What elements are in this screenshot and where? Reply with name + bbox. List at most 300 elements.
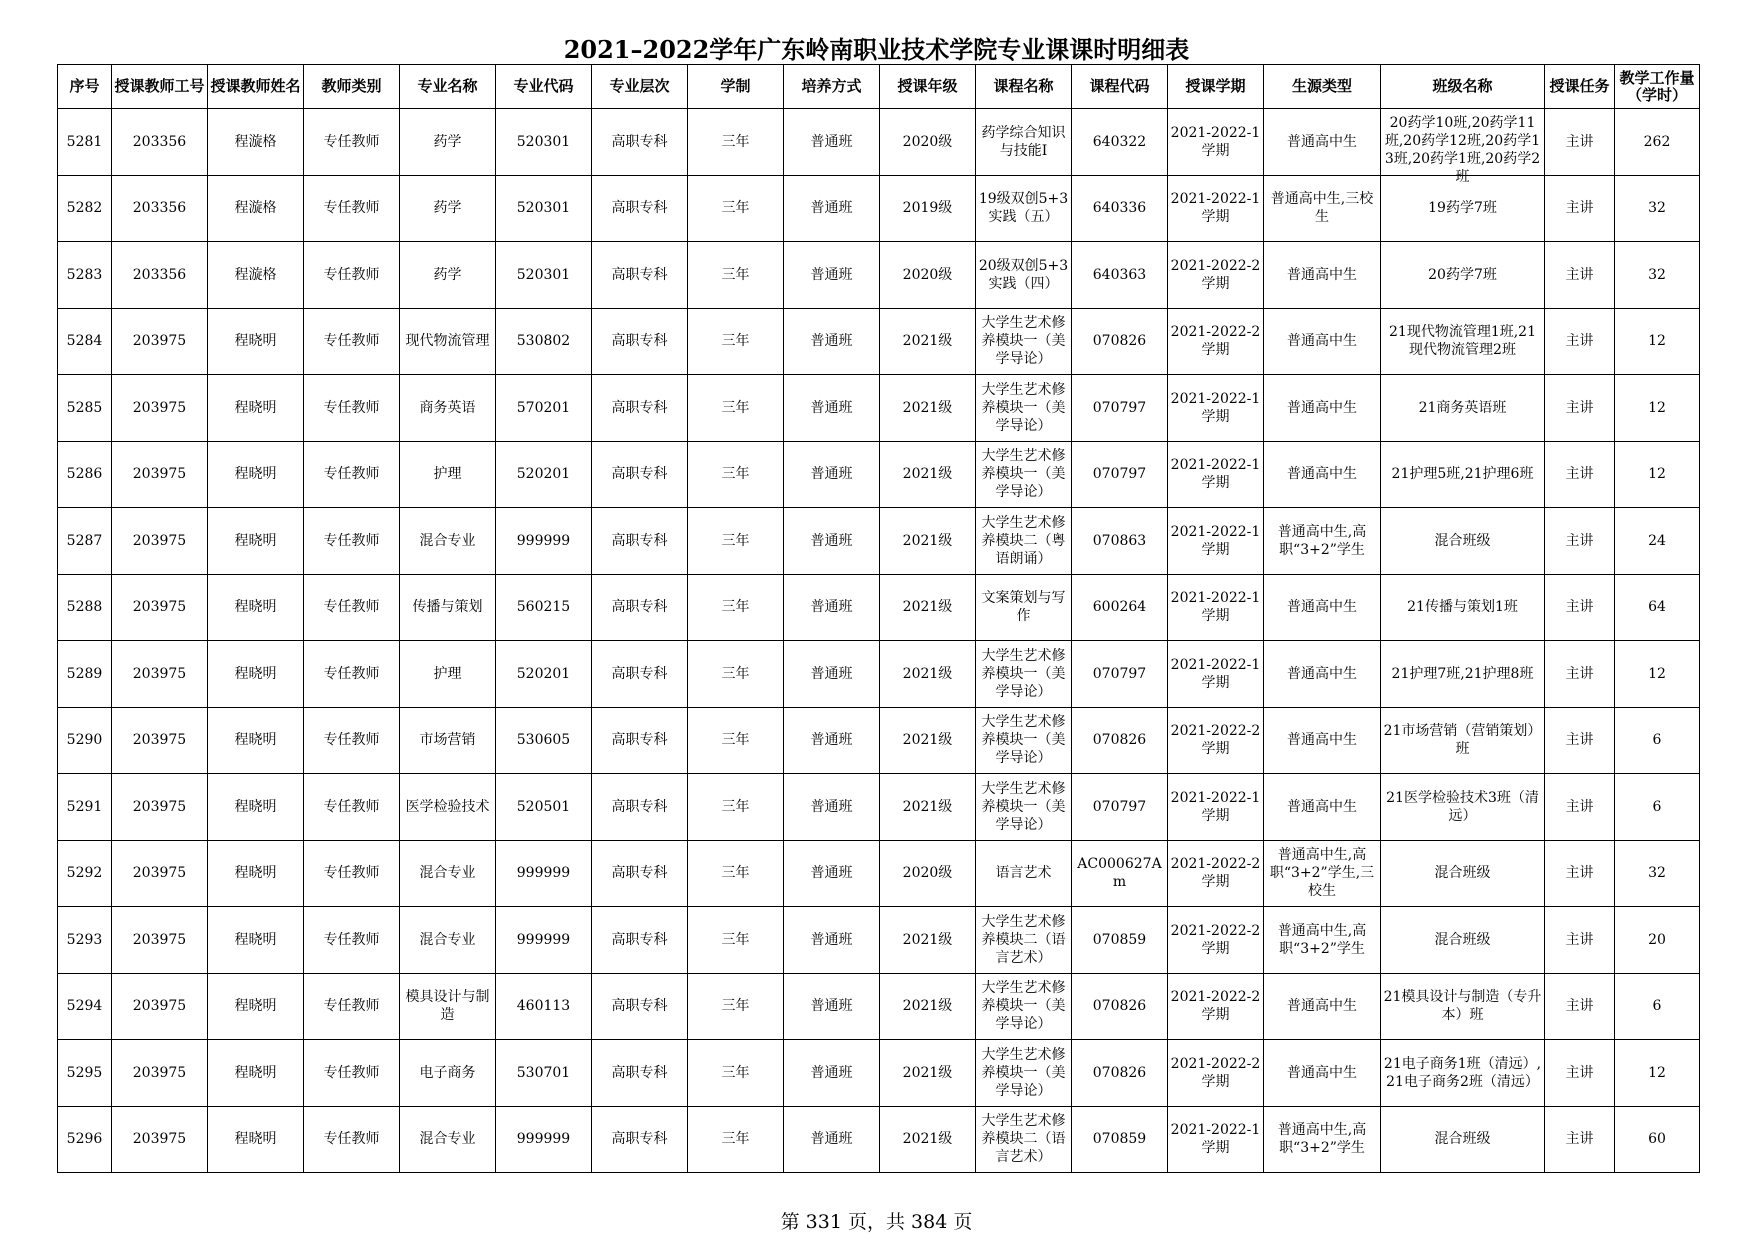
cell-text: 2020级 xyxy=(902,266,953,283)
cell-text: 5292 xyxy=(66,865,103,882)
cell-text: 5294 xyxy=(66,998,103,1015)
cell-text: 高职专科 xyxy=(611,333,668,350)
table-cell xyxy=(1545,242,1615,309)
table-cell xyxy=(1615,109,1700,176)
table-cell xyxy=(304,774,400,841)
table-cell xyxy=(496,1106,592,1173)
table-cell xyxy=(880,109,976,176)
table-cell xyxy=(688,574,784,641)
table-cell xyxy=(592,973,688,1040)
cell-text: 高职专科 xyxy=(611,665,668,682)
table-cell xyxy=(1264,641,1381,708)
table-cell xyxy=(58,907,112,974)
cell-text: 混合班级 xyxy=(1434,1131,1491,1148)
table-cell xyxy=(784,707,880,774)
cell-text: 2021-2022-1学期 xyxy=(1170,390,1261,425)
table-cell xyxy=(112,707,208,774)
table-cell xyxy=(688,1106,784,1173)
table-cell xyxy=(1168,242,1264,309)
table-cell xyxy=(1381,973,1545,1040)
cell-text: 专任教师 xyxy=(323,665,380,682)
table-row xyxy=(58,1040,1700,1107)
table-cell xyxy=(1381,840,1545,907)
table-cell xyxy=(880,175,976,242)
table-cell xyxy=(592,840,688,907)
table-row xyxy=(58,441,1700,508)
table-cell xyxy=(976,242,1072,309)
table-cell xyxy=(880,441,976,508)
cell-text: 203975 xyxy=(132,599,187,616)
cell-text: 高职专科 xyxy=(611,931,668,948)
cell-text: 主讲 xyxy=(1565,133,1594,150)
table-cell xyxy=(304,840,400,907)
cell-text: 520301 xyxy=(516,133,571,150)
table-cell xyxy=(976,175,1072,242)
table-cell xyxy=(1264,375,1381,442)
cell-text: 三年 xyxy=(721,998,750,1015)
cell-text: 大学生艺术修养模块一（美学导论） xyxy=(981,980,1066,1033)
cell-text: 2020级 xyxy=(902,133,953,150)
cell-text: 530802 xyxy=(516,333,571,350)
cell-text: 2021-2022-2学期 xyxy=(1170,324,1261,359)
cell-text: 普通班 xyxy=(810,931,853,948)
table-cell xyxy=(976,375,1072,442)
cell-text: 专任教师 xyxy=(323,798,380,815)
table-cell xyxy=(1264,574,1381,641)
table-cell xyxy=(1072,308,1168,375)
cell-text: 混合专业 xyxy=(419,931,476,948)
cell-text: 主讲 xyxy=(1565,998,1594,1015)
cell-text: 三年 xyxy=(721,931,750,948)
cell-text: 专任教师 xyxy=(323,931,380,948)
cell-text: 主讲 xyxy=(1565,399,1594,416)
table-cell xyxy=(400,508,496,575)
table-cell xyxy=(784,175,880,242)
cell-text: 203975 xyxy=(132,532,187,549)
table-cell xyxy=(880,308,976,375)
cell-text: 普通班 xyxy=(810,333,853,350)
table-cell xyxy=(976,308,1072,375)
cell-text: 5291 xyxy=(66,798,103,815)
cell-text: 12 xyxy=(1648,399,1666,416)
cell-text: 程漩格 xyxy=(234,200,277,217)
table-cell xyxy=(784,109,880,176)
cell-text: 640322 xyxy=(1092,133,1147,150)
table-cell xyxy=(976,109,1072,176)
cell-text: 大学生艺术修养模块一（美学导论） xyxy=(981,448,1066,501)
cell-text: 语言艺术 xyxy=(995,865,1052,882)
cell-text: 070826 xyxy=(1092,732,1147,749)
cell-text: 普通班 xyxy=(810,1131,853,1148)
cell-text: 5283 xyxy=(66,266,103,283)
cell-text: 普通班 xyxy=(810,399,853,416)
cell-text: 专任教师 xyxy=(323,333,380,350)
table-cell xyxy=(1615,508,1700,575)
table-cell xyxy=(1168,574,1264,641)
cell-text: 6 xyxy=(1652,998,1662,1015)
cell-text: 203356 xyxy=(132,266,187,283)
table-cell xyxy=(1615,973,1700,1040)
table-cell xyxy=(1381,774,1545,841)
cell-text: 203975 xyxy=(132,732,187,749)
cell-text: 大学生艺术修养模块二（语言艺术） xyxy=(981,1113,1066,1166)
cell-text: 203975 xyxy=(132,333,187,350)
cell-text: 文案策划与写作 xyxy=(981,590,1066,625)
table-cell xyxy=(784,574,880,641)
table-cell xyxy=(400,242,496,309)
table-cell xyxy=(208,907,304,974)
table-cell xyxy=(1381,1106,1545,1173)
cell-text: 5282 xyxy=(66,200,103,217)
table-cell xyxy=(58,774,112,841)
cell-text: 普通班 xyxy=(810,266,853,283)
cell-text: 2021-2022-1学期 xyxy=(1170,124,1261,159)
table-cell xyxy=(688,840,784,907)
cell-text: 普通高中生,三校生 xyxy=(1270,191,1374,226)
cell-text: 32 xyxy=(1648,865,1666,882)
cell-text: 三年 xyxy=(721,532,750,549)
cell-text: 520301 xyxy=(516,266,571,283)
table-cell xyxy=(400,907,496,974)
cell-text: 普通高中生 xyxy=(1287,665,1357,682)
cell-text: 专任教师 xyxy=(323,998,380,1015)
table-cell xyxy=(1381,641,1545,708)
cell-text: 262 xyxy=(1643,133,1671,150)
table-cell xyxy=(1381,574,1545,641)
cell-text: 999999 xyxy=(516,865,571,882)
table-cell xyxy=(496,109,592,176)
table-cell xyxy=(112,1040,208,1107)
table-cell xyxy=(112,907,208,974)
cell-text: 主讲 xyxy=(1565,798,1594,815)
cell-text: 203975 xyxy=(132,1064,187,1081)
table-cell xyxy=(1545,574,1615,641)
column-header: 课程名称 xyxy=(976,65,1072,109)
table-row xyxy=(58,375,1700,442)
cell-text: 大学生艺术修养模块一（美学导论） xyxy=(981,647,1066,700)
table-cell xyxy=(208,308,304,375)
cell-text: 普通高中生 xyxy=(1287,466,1357,483)
cell-text: 现代物流管理 xyxy=(405,333,490,350)
table-cell xyxy=(1615,574,1700,641)
table-row xyxy=(58,574,1700,641)
cell-text: 普通高中生,高职“3+2”学生 xyxy=(1277,922,1367,957)
cell-text: 2021-2022-1学期 xyxy=(1170,590,1261,625)
cell-text: 21商务英语班 xyxy=(1418,399,1507,416)
table-cell xyxy=(400,574,496,641)
cell-text: 203975 xyxy=(132,1131,187,1148)
cell-text: 2021-2022-1学期 xyxy=(1170,1122,1261,1157)
cell-text: 主讲 xyxy=(1565,732,1594,749)
cell-text: 32 xyxy=(1648,266,1666,283)
cell-text: 070826 xyxy=(1092,1064,1147,1081)
table-cell xyxy=(1545,175,1615,242)
table-cell xyxy=(400,1040,496,1107)
cell-text: 21现代物流管理1班,21现代物流管理2班 xyxy=(1389,324,1536,359)
cell-text: 大学生艺术修养模块一（美学导论） xyxy=(981,780,1066,833)
cell-text: 203975 xyxy=(132,798,187,815)
cell-text: 大学生艺术修养模块一（美学导论） xyxy=(981,315,1066,368)
cell-text: 大学生艺术修养模块一（美学导论） xyxy=(981,714,1066,767)
cell-text: 20药学10班,20药学11班,20药学12班,20药学13班,20药学1班,20药学2班 xyxy=(1384,114,1541,185)
table-cell xyxy=(1615,441,1700,508)
table-cell xyxy=(1381,375,1545,442)
cell-text: 专任教师 xyxy=(323,266,380,283)
table-cell xyxy=(112,840,208,907)
table-cell xyxy=(304,375,400,442)
cell-text: 普通班 xyxy=(810,599,853,616)
cell-text: 5290 xyxy=(66,732,103,749)
table-cell xyxy=(1168,973,1264,1040)
cell-text: 32 xyxy=(1648,200,1666,217)
cell-text: 2021-2022-2学期 xyxy=(1170,723,1261,758)
table-cell xyxy=(880,242,976,309)
table-cell xyxy=(976,441,1072,508)
cell-text: 520201 xyxy=(516,665,571,682)
table-cell xyxy=(1072,242,1168,309)
table-cell xyxy=(1072,840,1168,907)
table-cell xyxy=(592,242,688,309)
table-cell xyxy=(1545,707,1615,774)
table-cell xyxy=(400,641,496,708)
cell-text: 三年 xyxy=(721,665,750,682)
table-cell xyxy=(1264,508,1381,575)
cell-text: 大学生艺术修养模块一（美学导论） xyxy=(981,1046,1066,1099)
cell-text: 高职专科 xyxy=(611,1064,668,1081)
table-cell xyxy=(784,1106,880,1173)
table-cell xyxy=(976,574,1072,641)
table-cell xyxy=(400,175,496,242)
cell-text: 商务英语 xyxy=(419,399,476,416)
course-hours-table xyxy=(57,64,1700,1173)
cell-text: 传播与策划 xyxy=(412,599,483,616)
cell-text: 主讲 xyxy=(1565,532,1594,549)
cell-text: 600264 xyxy=(1092,599,1147,616)
table-body xyxy=(58,109,1700,1173)
column-header: 授课任务 xyxy=(1545,65,1615,109)
cell-text: 070826 xyxy=(1092,998,1147,1015)
cell-text: 混合班级 xyxy=(1434,865,1491,882)
cell-text: 药学 xyxy=(433,266,462,283)
table-cell xyxy=(688,707,784,774)
cell-text: 5288 xyxy=(66,599,103,616)
table-cell xyxy=(112,308,208,375)
cell-text: 普通高中生,高职“3+2”学生 xyxy=(1277,523,1367,558)
cell-text: 2021级 xyxy=(902,665,953,682)
table-cell xyxy=(112,109,208,176)
cell-text: 2021级 xyxy=(902,466,953,483)
cell-text: 5296 xyxy=(66,1131,103,1148)
cell-text: 2021-2022-1学期 xyxy=(1170,191,1261,226)
table-cell xyxy=(1168,441,1264,508)
table-cell xyxy=(1545,840,1615,907)
table-cell xyxy=(1615,840,1700,907)
table-cell xyxy=(880,641,976,708)
cell-text: 高职专科 xyxy=(611,200,668,217)
cell-text: AC000627Am xyxy=(1077,856,1162,891)
table-row xyxy=(58,308,1700,375)
table-cell xyxy=(1545,1040,1615,1107)
table-cell xyxy=(496,641,592,708)
table-cell xyxy=(112,973,208,1040)
table-cell xyxy=(112,574,208,641)
cell-text: 2021-2022-2学期 xyxy=(1170,989,1261,1024)
cell-text: 混合班级 xyxy=(1434,532,1491,549)
cell-text: 普通班 xyxy=(810,466,853,483)
cell-text: 5295 xyxy=(66,1064,103,1081)
cell-text: 2021-2022-2学期 xyxy=(1170,257,1261,292)
table-cell xyxy=(112,1106,208,1173)
table-cell xyxy=(1072,375,1168,442)
cell-text: 专任教师 xyxy=(323,732,380,749)
cell-text: 普通班 xyxy=(810,998,853,1015)
cell-text: 560215 xyxy=(516,599,571,616)
table-cell xyxy=(1615,242,1700,309)
cell-text: 070797 xyxy=(1092,665,1147,682)
cell-text: 程晓明 xyxy=(234,1064,277,1081)
table-cell xyxy=(880,907,976,974)
cell-text: 程晓明 xyxy=(234,399,277,416)
cell-text: 高职专科 xyxy=(611,732,668,749)
table-cell xyxy=(688,242,784,309)
table-cell xyxy=(1168,375,1264,442)
table-cell xyxy=(208,109,304,176)
table-cell xyxy=(1168,175,1264,242)
cell-text: 普通班 xyxy=(810,865,853,882)
table-cell xyxy=(304,242,400,309)
cell-text: 5285 xyxy=(66,399,103,416)
cell-text: 专任教师 xyxy=(323,466,380,483)
cell-text: 普通班 xyxy=(810,798,853,815)
cell-text: 6 xyxy=(1652,798,1662,815)
cell-text: 999999 xyxy=(516,532,571,549)
column-header: 教师类别 xyxy=(304,65,400,109)
table-cell xyxy=(1381,907,1545,974)
table-cell xyxy=(1168,109,1264,176)
table-cell xyxy=(400,375,496,442)
column-header: 授课教师工号 xyxy=(112,65,208,109)
table-cell xyxy=(688,907,784,974)
cell-text: 203975 xyxy=(132,466,187,483)
cell-text: 203356 xyxy=(132,133,187,150)
table-cell xyxy=(784,308,880,375)
column-header: 课程代码 xyxy=(1072,65,1168,109)
table-cell xyxy=(400,308,496,375)
table-cell xyxy=(688,641,784,708)
table-cell xyxy=(496,907,592,974)
table-cell xyxy=(208,774,304,841)
table-cell xyxy=(1072,109,1168,176)
table-cell xyxy=(1615,175,1700,242)
table-cell xyxy=(58,707,112,774)
cell-text: 专任教师 xyxy=(323,1131,380,1148)
cell-text: 6 xyxy=(1652,732,1662,749)
column-header: 专业层次 xyxy=(592,65,688,109)
table-cell xyxy=(208,441,304,508)
table-cell xyxy=(976,508,1072,575)
column-header: 班级名称 xyxy=(1381,65,1545,109)
cell-text: 专任教师 xyxy=(323,1064,380,1081)
table-cell xyxy=(784,774,880,841)
cell-text: 高职专科 xyxy=(611,532,668,549)
cell-text: 20 xyxy=(1648,931,1666,948)
table-cell xyxy=(784,242,880,309)
table-cell xyxy=(304,907,400,974)
table-cell xyxy=(304,1106,400,1173)
table-cell xyxy=(112,375,208,442)
table-cell xyxy=(1545,1106,1615,1173)
table-cell xyxy=(688,308,784,375)
cell-text: 2021级 xyxy=(902,732,953,749)
cell-text: 程晓明 xyxy=(234,865,277,882)
table-cell xyxy=(592,508,688,575)
cell-text: 2021级 xyxy=(902,1131,953,1148)
cell-text: 21市场营销（营销策划）班 xyxy=(1383,723,1542,758)
cell-text: 070797 xyxy=(1092,466,1147,483)
cell-text: 高职专科 xyxy=(611,133,668,150)
cell-text: 程漩格 xyxy=(234,133,277,150)
table-cell xyxy=(592,574,688,641)
table-cell xyxy=(496,707,592,774)
cell-text: 12 xyxy=(1648,665,1666,682)
table-cell xyxy=(1168,774,1264,841)
cell-text: 三年 xyxy=(721,200,750,217)
cell-text: 5284 xyxy=(66,333,103,350)
table-cell xyxy=(208,707,304,774)
cell-text: 主讲 xyxy=(1565,665,1594,682)
cell-text: 普通班 xyxy=(810,1064,853,1081)
cell-text: 2021-2022-1学期 xyxy=(1170,656,1261,691)
table-cell xyxy=(58,175,112,242)
cell-text: 普通高中生 xyxy=(1287,399,1357,416)
table-cell xyxy=(1615,707,1700,774)
cell-text: 程晓明 xyxy=(234,931,277,948)
table-row xyxy=(58,175,1700,242)
table-cell xyxy=(304,308,400,375)
table-cell xyxy=(1615,641,1700,708)
cell-text: 药学 xyxy=(433,200,462,217)
cell-text: 2021-2022-2学期 xyxy=(1170,1055,1261,1090)
table-cell xyxy=(976,774,1072,841)
cell-text: 普通班 xyxy=(810,133,853,150)
table-cell xyxy=(880,840,976,907)
table-cell xyxy=(1168,1040,1264,1107)
cell-text: 070826 xyxy=(1092,333,1147,350)
table-cell xyxy=(208,375,304,442)
table-cell xyxy=(208,840,304,907)
table-cell xyxy=(688,375,784,442)
cell-text: 大学生艺术修养模块二（语言艺术） xyxy=(981,913,1066,966)
cell-text: 20药学7班 xyxy=(1428,266,1497,283)
cell-text: 2019级 xyxy=(902,200,953,217)
cell-text: 专任教师 xyxy=(323,133,380,150)
table-cell xyxy=(784,907,880,974)
table-cell xyxy=(592,907,688,974)
column-header: 授课年级 xyxy=(880,65,976,109)
table-cell xyxy=(592,441,688,508)
table-cell xyxy=(1264,308,1381,375)
cell-text: 5281 xyxy=(66,133,103,150)
table-cell xyxy=(496,508,592,575)
table-cell xyxy=(304,175,400,242)
cell-text: 普通高中生,高职“3+2”学生 xyxy=(1277,1122,1367,1157)
table-cell xyxy=(1264,707,1381,774)
cell-text: 2021级 xyxy=(902,1064,953,1081)
cell-text: 2021级 xyxy=(902,333,953,350)
table-cell xyxy=(1264,242,1381,309)
cell-text: 2021级 xyxy=(902,599,953,616)
table-cell xyxy=(208,1106,304,1173)
